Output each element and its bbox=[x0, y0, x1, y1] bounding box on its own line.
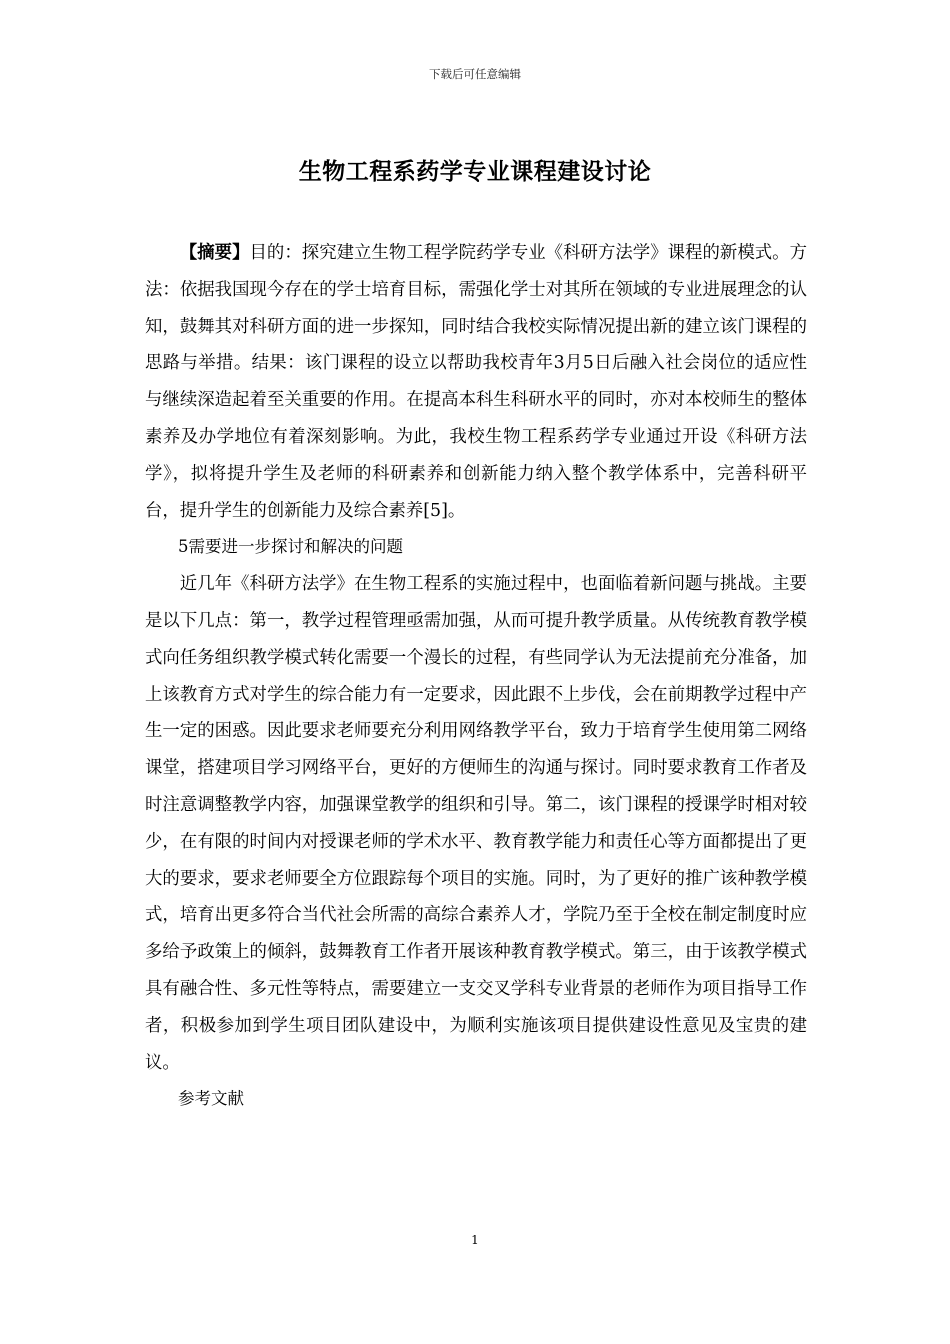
section-paragraph: 近几年《科研方法学》在生物工程系的实施过程中，也面临着新问题与挑战。主要是以下几点：第一，教学过程管理亟需加强，从而可提升教学质量。从传统教育教学模式向任务组织教学模式转化需要一个漫长的过程，有些同学认为无法提前充分准备，加上该教育方式对学生的综合能力有一定要求，因此跟不上步伐，会在前期教学过程中产生一定的困惑。因此要求老师要充分利用网络教学平台，致力于培育学生使用第二网络课堂，搭建项目学习网络平台，更好的方便师生的沟通与探讨。同时要求教育工作者及时注意调整教学内容，加强课堂教学的组织和引导。第二，该门课程的授课学时相对较少，在有限的时间内对授课老师的学术水平、教育教学能力和责任心等方面都提出了更大的要求，要求老师要全方位跟踪每个项目的实施。同时，为了更好的推广该种教学模式，培育出更多符合当代社会所需的高综合素养人才，学院乃至于全校在制定制度时应多给予政策上的倾斜，鼓舞教育工作者开展该种教育教学模式。第三，由于该教学模式具有融合性、多元性等特点，需要建立一支交叉学科专业背景的老师作为项目指导工作者，积极参加到学生项目团队建设中，为顺利实施该项目提供建设性意见及宝贵的建议。 bbox=[145, 574, 807, 1073]
abstract-label: 【摘要】 bbox=[179, 243, 250, 263]
section-heading: 5需要进一步探讨和解决的问题 bbox=[178, 537, 403, 557]
header-note: 下载后可任意编辑 bbox=[429, 67, 521, 81]
abstract-paragraph bbox=[145, 235, 807, 529]
document-title: 生物工程系药学专业课程建设讨论 bbox=[298, 158, 652, 185]
references-heading: 参考文献 bbox=[178, 1089, 244, 1109]
document-body bbox=[145, 235, 807, 1118]
abstract-text: 目的：探究建立生物工程学院药学专业《科研方法学》课程的新模式。方法：依据我国现今存在的学士培育目标，需强化学士对其所在领域的专业进展理念的认知，鼓舞其对科研方面的进一步探知，同时结合我校实际情况提出新的建立该门课程的思路与举措。结果：该门课程的设立以帮助我校青年3月5日后融入社会岗位的适应性与继续深造起着至关重要的作用。在提高本科生科研水平的同时，亦对本校师生的整体素养及办学地位有着深刻影响。为此，我校生物工程系药学专业通过开设《科研方法学》，拟将提升学生及老师的科研素养和创新能力纳入整个教学体系中，完善科研平台，提升学生的创新能力及综合素养[5]。 bbox=[145, 243, 807, 521]
page-number: 1 bbox=[471, 1233, 479, 1247]
